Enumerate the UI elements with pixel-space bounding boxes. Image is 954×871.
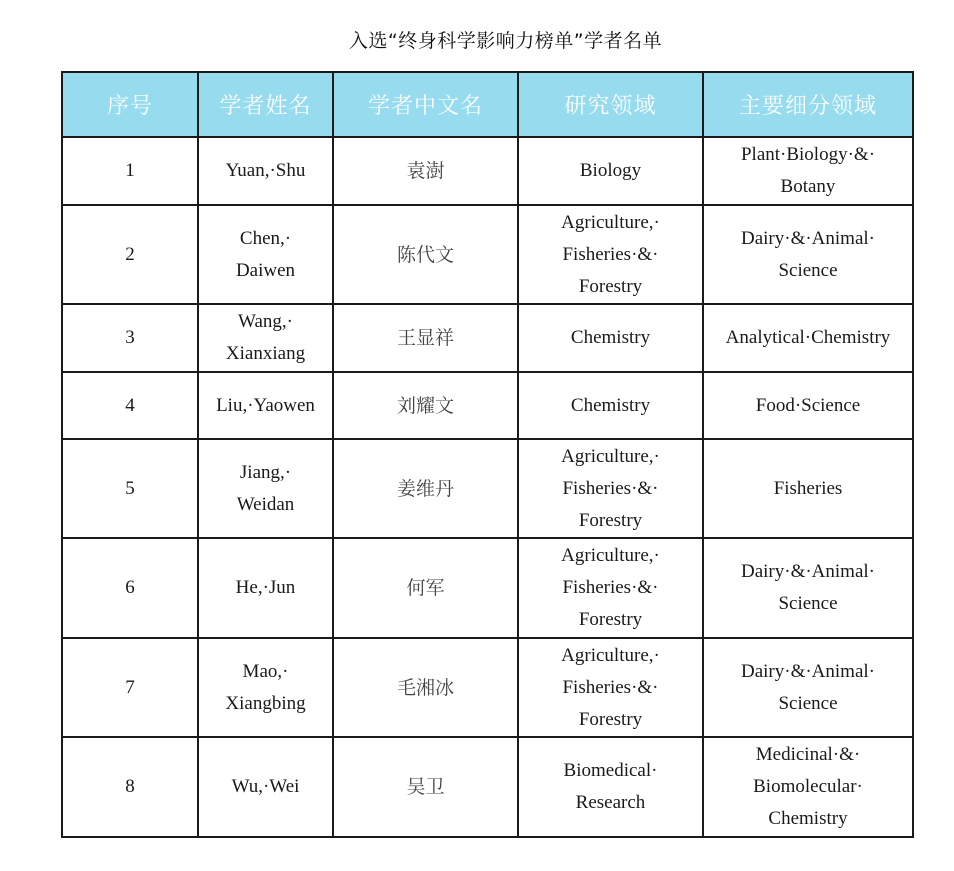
cell-scholar-name	[198, 205, 333, 304]
field-line: Fisheries·&·	[562, 243, 659, 265]
subfield-line: Chemistry	[768, 808, 848, 829]
cell-index: 7	[62, 638, 198, 737]
field-line: Agriculture,·	[561, 445, 660, 467]
name-line: Yuan,·Shu	[225, 160, 306, 181]
cell-scholar-name	[198, 737, 333, 837]
field-line: Forestry	[578, 509, 643, 531]
header-chinese-name: 学者中文名	[333, 72, 518, 137]
cell-subfield	[703, 372, 913, 439]
field-line: Forestry	[578, 609, 643, 630]
header-subfield: 主要细分领域	[703, 72, 913, 137]
cell-index: 6	[62, 538, 198, 638]
header-research-field: 研究领域	[518, 72, 703, 137]
cell-scholar-name	[198, 372, 333, 439]
field-line: Agriculture,·	[561, 644, 660, 666]
cell-scholar-name	[198, 439, 333, 538]
cell-index: 4	[62, 372, 198, 439]
subfield-line: Medicinal·&·	[755, 744, 861, 765]
name-line: Chen,·	[239, 227, 292, 249]
cell-index: 8	[62, 737, 198, 837]
cell-chinese-name: 陈代文	[333, 205, 518, 304]
cell-research-field	[518, 737, 703, 837]
field-line: Biology	[579, 160, 642, 181]
cell-research-field	[518, 538, 703, 638]
field-line: Forestry	[578, 275, 643, 297]
name-line: Xiangbing	[225, 692, 306, 714]
subfield-line: Dairy·&·Animal·	[740, 561, 875, 582]
cell-chinese-name: 何军	[333, 538, 518, 638]
subfield-line: Science	[778, 259, 838, 281]
cell-scholar-name	[198, 304, 333, 372]
cell-chinese-name: 毛湘冰	[333, 638, 518, 737]
cell-research-field	[518, 205, 703, 304]
cell-subfield	[703, 205, 913, 304]
name-line: Xianxiang	[225, 343, 306, 364]
cell-chinese-name: 吴卫	[333, 737, 518, 837]
cell-research-field	[518, 137, 703, 205]
table-row	[62, 439, 913, 538]
table-header-row	[62, 72, 913, 137]
subfield-line: Science	[778, 593, 838, 614]
cell-index: 5	[62, 439, 198, 538]
cell-research-field	[518, 439, 703, 538]
cell-subfield	[703, 737, 913, 837]
subfield-line: Dairy·&·Animal·	[740, 660, 875, 682]
cell-scholar-name	[198, 137, 333, 205]
cell-scholar-name	[198, 538, 333, 638]
cell-subfield	[703, 304, 913, 372]
table-row	[62, 737, 913, 837]
header-index: 序号	[62, 72, 198, 137]
table-row	[62, 372, 913, 439]
subfield-line: Analytical·Chemistry	[725, 327, 891, 348]
name-line: Wang,·	[238, 311, 293, 332]
subfield-line: Dairy·&·Animal·	[740, 227, 875, 249]
field-line: Forestry	[578, 708, 643, 730]
name-line: Liu,·Yaowen	[216, 394, 315, 416]
name-line: Mao,·	[242, 660, 289, 682]
field-line: Chemistry	[570, 327, 651, 348]
cell-subfield	[703, 137, 913, 205]
header-scholar-name: 学者姓名	[198, 72, 333, 137]
cell-subfield	[703, 638, 913, 737]
field-line: Agriculture,·	[561, 545, 660, 566]
subfield-line: Botany	[780, 176, 836, 197]
field-line: Fisheries·&·	[562, 477, 659, 499]
field-line: Fisheries·&·	[562, 577, 659, 598]
cell-chinese-name: 刘耀文	[333, 372, 518, 439]
name-line: Daiwen	[235, 259, 296, 281]
cell-index: 3	[62, 304, 198, 372]
field-line: Fisheries·&·	[562, 676, 659, 698]
table-row	[62, 538, 913, 638]
document-title: 入选“终身科学影响力榜单”学者名单	[348, 30, 663, 52]
scholar-list-table	[61, 71, 914, 838]
name-line: Wu,·Wei	[231, 776, 300, 797]
cell-index: 2	[62, 205, 198, 304]
field-line: Chemistry	[570, 394, 651, 416]
cell-chinese-name: 王显祥	[333, 304, 518, 372]
cell-scholar-name	[198, 638, 333, 737]
subfield-line: Food·Science	[755, 394, 861, 416]
name-line: Jiang,·	[239, 461, 292, 483]
name-line: Weidan	[236, 493, 295, 515]
cell-index: 1	[62, 137, 198, 205]
cell-research-field	[518, 304, 703, 372]
field-line: Agriculture,·	[561, 211, 660, 233]
table-row	[62, 205, 913, 304]
cell-chinese-name: 袁澍	[333, 137, 518, 205]
field-line: Research	[575, 792, 646, 813]
name-line: He,·Jun	[235, 577, 296, 598]
cell-research-field	[518, 638, 703, 737]
table-row	[62, 638, 913, 737]
table-row	[62, 137, 913, 205]
subfield-line: Science	[778, 692, 838, 714]
cell-research-field	[518, 372, 703, 439]
subfield-line: Plant·Biology·&·	[740, 144, 876, 165]
table-row	[62, 304, 913, 372]
cell-chinese-name: 姜维丹	[333, 439, 518, 538]
field-line: Biomedical·	[563, 760, 658, 781]
cell-subfield	[703, 439, 913, 538]
subfield-line: Fisheries	[773, 477, 843, 499]
cell-subfield	[703, 538, 913, 638]
subfield-line: Biomolecular·	[753, 776, 863, 797]
